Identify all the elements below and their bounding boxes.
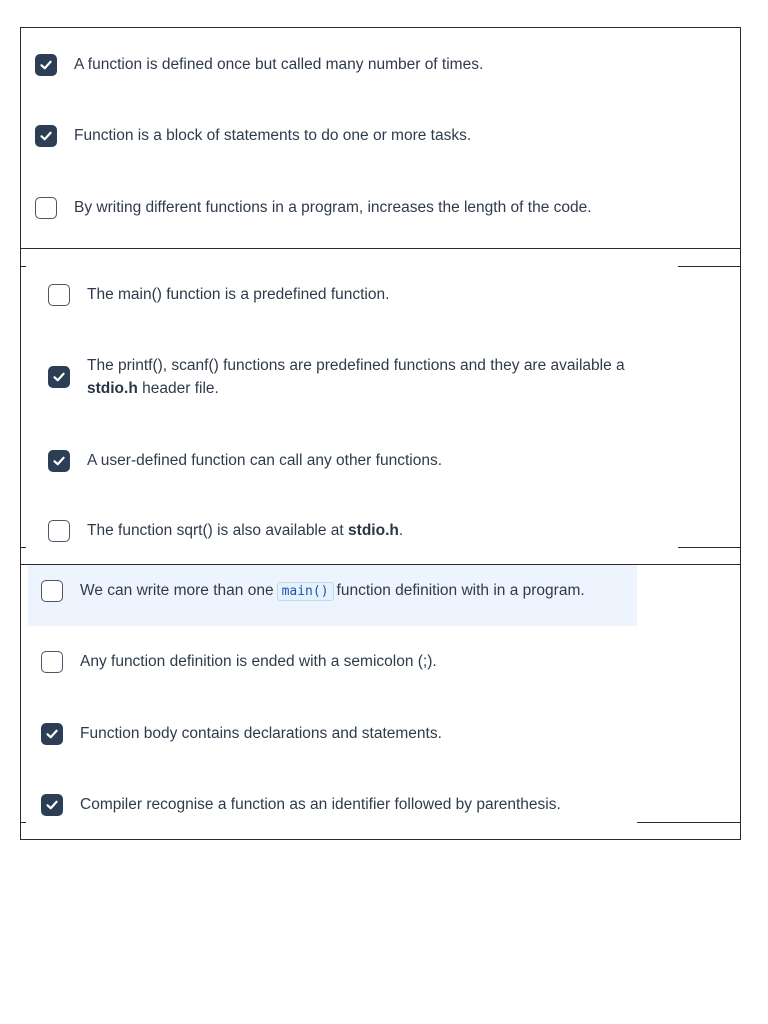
option-label: By writing different functions in a program, increases the length of the code. [74,199,592,216]
option-item[interactable] [41,650,437,673]
frame-tick-left-2 [20,266,26,267]
checkbox-unchecked[interactable] [41,580,63,602]
frame-accent-2-right [678,266,740,267]
checkbox-unchecked[interactable] [48,520,70,542]
checkbox-unchecked[interactable] [35,197,57,219]
checkmark-icon [45,727,59,741]
option-label-text: The printf(), scanf() functions are predefined functions and they are available a [87,357,625,374]
outer-frame [20,27,741,840]
option-label: A user-defined function can call any other functions. [87,452,442,469]
option-item[interactable] [41,793,561,816]
frame-tick-left-3 [20,547,26,548]
option-label: Compiler recognise a function as an identifier followed by parenthesis. [80,796,561,813]
checkbox-checked[interactable] [41,794,63,816]
option-label [80,579,585,603]
checkbox-checked[interactable] [41,723,63,745]
frame-accent-top-right [676,27,740,28]
frame-accent-4-right [637,822,741,823]
option-item[interactable] [35,124,471,147]
option-item[interactable] [48,449,442,472]
checkbox-checked[interactable] [48,366,70,388]
option-label: Any function definition is ended with a semicolon (;). [80,653,437,670]
option-label: Function body contains declarations and statements. [80,725,442,742]
option-label-text: header file. [137,380,219,397]
frame-accent-3-right [678,547,740,548]
option-item[interactable] [35,53,483,76]
option-label [87,354,687,400]
option-label-text: . [398,522,404,539]
checkmark-icon [52,454,66,468]
option-item[interactable] [48,519,403,542]
inline-code: main() [277,582,334,601]
option-item[interactable] [48,354,687,400]
option-item[interactable] [41,579,585,603]
checkbox-checked[interactable] [48,450,70,472]
header-file-name: stdio.h [87,380,138,397]
checkbox-checked[interactable] [35,125,57,147]
option-item[interactable] [48,283,389,306]
checkbox-unchecked[interactable] [41,651,63,673]
option-label-text: function definition with in a program. [336,582,585,599]
option-label: Function is a block of statements to do one or more tasks. [74,127,472,144]
option-item[interactable] [35,196,592,219]
checkmark-icon [52,370,66,384]
checkmark-icon [39,129,53,143]
option-label [87,519,403,542]
frame-tick-left-1 [20,27,26,28]
option-label-text: We can write more than one [80,582,274,599]
option-label-text: The function sqrt() is also available at [87,522,349,539]
checkmark-icon [39,58,53,72]
option-item[interactable] [41,722,442,745]
group-divider-1 [20,248,741,249]
header-file-name: stdio.h [348,522,399,539]
frame-tick-left-4 [20,822,26,823]
checkbox-unchecked[interactable] [48,284,70,306]
option-label: A function is defined once but called many number of times. [74,56,484,73]
checkmark-icon [45,798,59,812]
checkbox-checked[interactable] [35,54,57,76]
option-label: The main() function is a predefined function. [87,286,390,303]
